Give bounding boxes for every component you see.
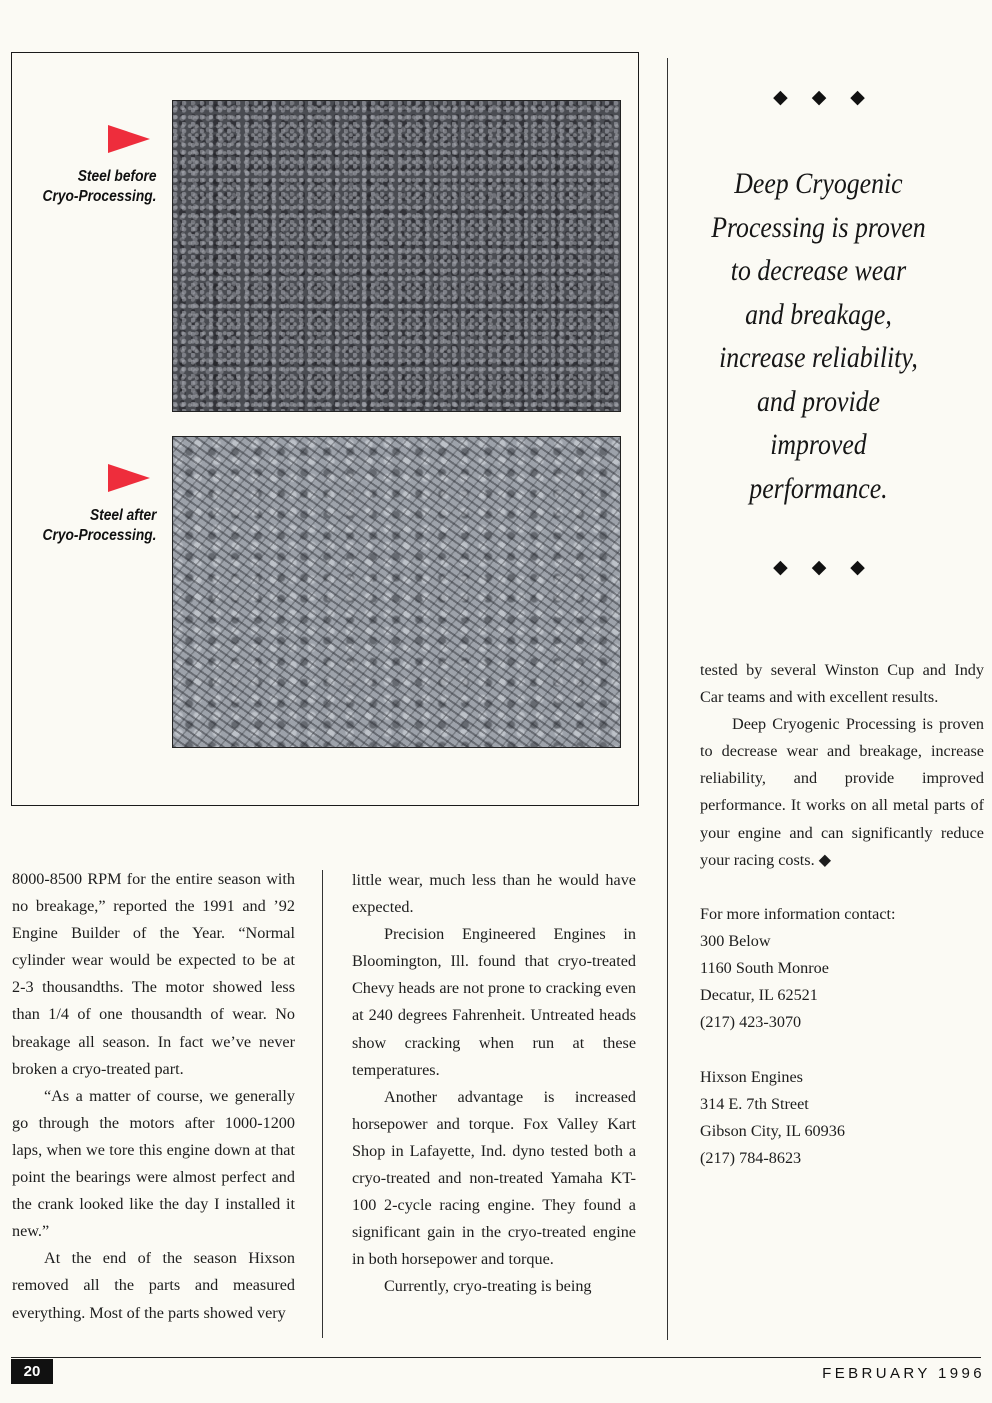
issue-date: FEBRUARY 1996 [822, 1365, 985, 1382]
page-number: 20 [11, 1359, 53, 1384]
pull-quote-line: Processing is proven [711, 210, 926, 244]
figure-box [11, 52, 639, 806]
pull-quote-line: to decrease wear [730, 254, 907, 287]
contact-block-hixson [700, 1064, 845, 1172]
footer-rule [11, 1357, 981, 1358]
paragraph: “As a matter of course, we generally go through the motors after 1000-1200 laps, when we tore this engine down at that point the bearings were almost perfect and the crank looked like the day I installed it new.” [12, 1086, 295, 1241]
caption-after-line-1: Steel after [89, 507, 156, 524]
paragraph: tested by several Winston Cup and Indy Car teams and with excellent results. [700, 661, 984, 707]
contact-line: (217) 423-3070 [700, 1013, 802, 1032]
article-column-3 [700, 657, 984, 874]
contact-line: Gibson City, IL 60936 [700, 1122, 845, 1141]
paragraph: Another advantage is increased horsepower and torque. Fox Valley Kart Shop in Lafayette, Ind. dyno tested both a cryo-treated and non-treated Yamaha KT-100 2-cycle racing engine. They found a significant gain in the cryo-treated engine in both horsepower and torque. [352, 1087, 636, 1269]
diamond-ornament-top: ◆◆◆ [773, 86, 889, 108]
pull-quote-line: and breakage, [745, 297, 892, 331]
pull-quote-line: increase reliability, [719, 341, 918, 374]
pull-quote-line: Deep Cryogenic [734, 167, 903, 200]
contact-line: 314 E. 7th Street [700, 1095, 809, 1114]
pull-quote [680, 162, 957, 510]
pull-quote-line: and provide [756, 384, 880, 418]
paragraph: Deep Cryogenic Processing is proven to decrease wear and breakage, increase reliability, and provide improved performance. It works on all metal parts of your engine and can significantly reduce your racing costs. ◆ [700, 715, 984, 869]
article-column-1 [12, 866, 295, 1327]
paragraph: Currently, cryo-treating is being [384, 1277, 592, 1296]
diamond-ornament-bottom: ◆◆◆ [773, 556, 889, 578]
caption-before-line-1: Steel before [77, 168, 156, 185]
paragraph: At the end of the season Hixson removed all the parts and measured everything. Most of the parts showed very [12, 1249, 295, 1322]
caption-before [42, 167, 156, 207]
paragraph: little wear, much less than he would have expected. [352, 871, 636, 917]
paragraph: Precision Engineered Engines in Bloomington, Ill. found that cryo-treated Chevy heads are not prone to cracking even at 240 degrees Fahrenheit. Untreated heads show cracking when run at these temperatures. [352, 925, 636, 1079]
column-divider-middle [322, 870, 323, 1338]
caption-after-line-2: Cryo-Processing. [42, 527, 156, 544]
column-divider-right [667, 58, 668, 1340]
caption-after [42, 506, 156, 546]
contact-line: 1160 South Monroe [700, 959, 829, 978]
pull-quote-line: performance. [749, 471, 888, 505]
contact-line: 300 Below [700, 932, 771, 951]
red-arrow-icon [108, 125, 150, 153]
steel-after-micrograph [172, 436, 621, 748]
contact-line: Hixson Engines [700, 1068, 803, 1086]
contact-line: (217) 784-8623 [700, 1149, 802, 1168]
contact-block-300-below [700, 901, 896, 1036]
pull-quote-line: improved [770, 428, 867, 461]
paragraph: 8000-8500 RPM for the entire season with no breakage,” reported the 1991 and ’92 Engine Builder of the Year. “Normal cylinder wear would be expected to be at 2-3 thousandths. The motor showed less than 1/4 of one thousandth of wear. No breakage all season. In fact we’ve never broken a cryo-treated part. [12, 870, 295, 1078]
contact-line: Decatur, IL 62521 [700, 986, 818, 1005]
caption-before-line-2: Cryo-Processing. [42, 188, 156, 205]
article-column-2 [352, 867, 636, 1301]
contact-heading: For more information contact: [700, 905, 896, 923]
steel-before-micrograph [172, 100, 621, 412]
red-arrow-icon [108, 464, 150, 492]
